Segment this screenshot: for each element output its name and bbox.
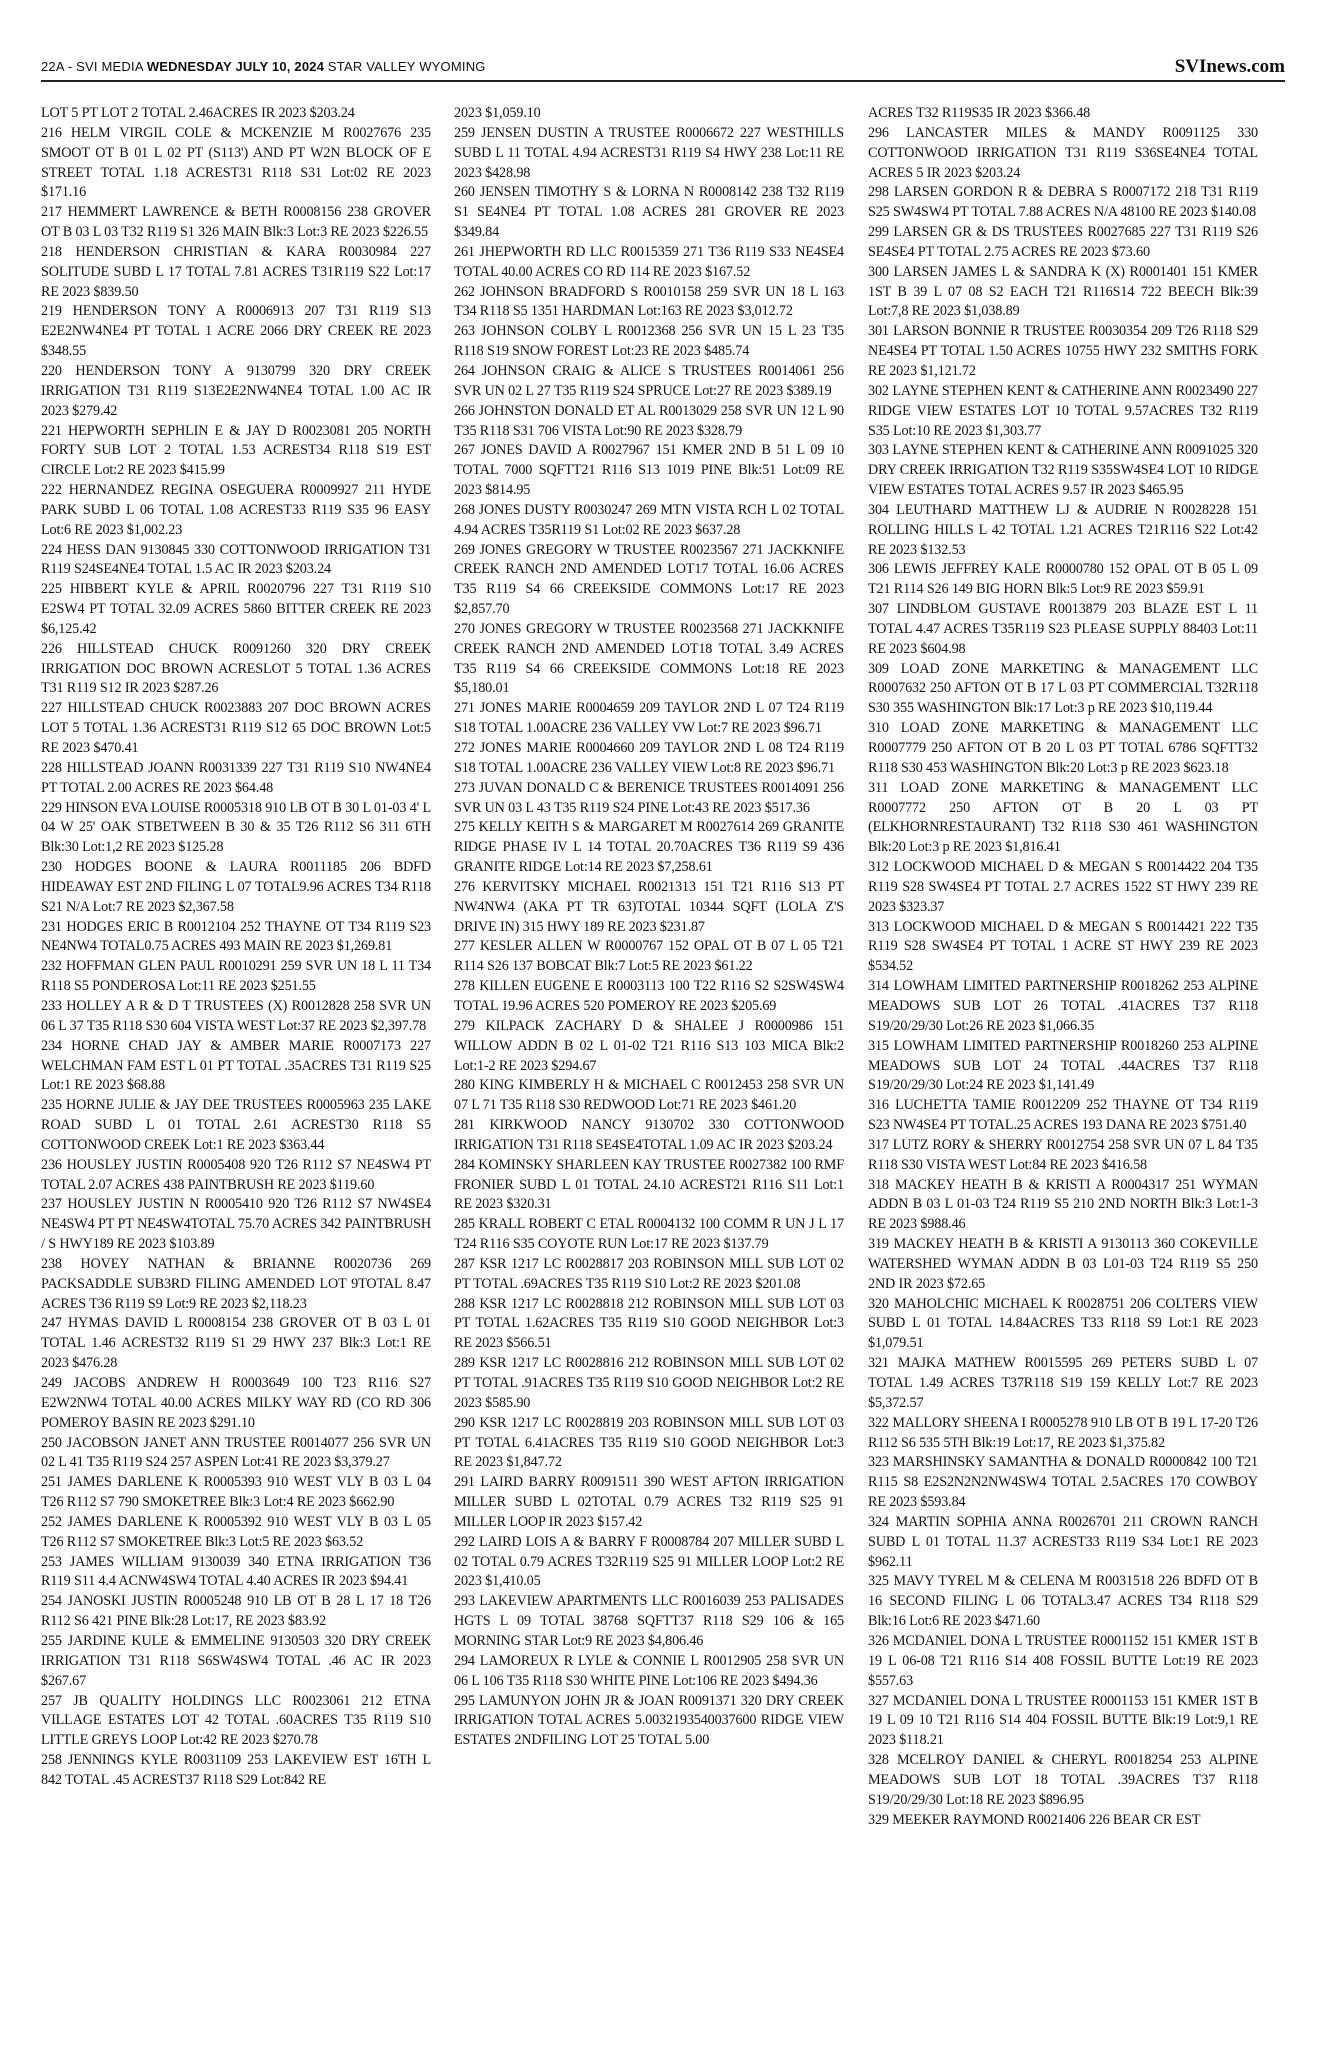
listing-entry: 233 HOLLEY A R & D T TRUSTEES (X) R0012828 258 SVR UN 06 L 37 T35 R118 S30 604 VISTA WEST Lot:37 RE 2023 $2,397.78 — [41, 997, 431, 1034]
listing-entry: 217 HEMMERT LAWRENCE & BETH R0008156 238 GROVER OT B 03 L 03 T32 R119 S1 326 MAIN Blk:3 Lot:3 RE 2023 $226.55 — [41, 204, 431, 241]
listing-entry: 225 HIBBERT KYLE & APRIL R0020796 227 T31 R119 S10 E2SW4 PT TOTAL 32.09 ACRES 5860 BITTER CREEK RE 2023 $6,125.42 — [41, 581, 431, 637]
listing-entry: 2023 $1,059.10 — [454, 105, 541, 121]
listing-entry: 288 KSR 1217 LC R0028818 212 ROBINSON MILL SUB LOT 03 PT TOTAL 1.62ACRES T35 R119 S10 GOOD NEIGHBOR Lot:3 RE 2023 $566.51 — [454, 1295, 844, 1352]
listing-entry: 222 HERNANDEZ REGINA OSEGUERA R0009927 211 HYDE PARK SUBD L 06 TOTAL 1.08 ACREST33 R119 S35 96 EASY Lot:6 RE 2023 $1,002.23 — [41, 482, 431, 538]
listing-entry: 320 MAHOLCHIC MICHAEL K R0028751 206 COLTERS VIEW SUBD L 01 TOTAL 14.84ACRES T33 R118 S9 Lot:1 RE 2023 $1,079.51 — [868, 1295, 1258, 1352]
listing-entry: 220 HENDERSON TONY A 9130799 320 DRY CREEK IRRIGATION T31 R119 S13E2E2NW4NE4 TOTAL 1.00 AC IR 2023 $279.42 — [41, 362, 431, 419]
listing-entry: 291 LAIRD BARRY R0091511 390 WEST AFTON IRRIGATION MILLER SUBD L 02TOTAL 0.79 ACRES T32 R119 S25 91 MILLER LOOP IR 2023 $157.42 — [454, 1474, 844, 1530]
listing-entry: 252 JAMES DARLENE K R0005392 910 WEST VLY B 03 L 05 T26 R112 S7 SMOKETREE Blk:3 Lot:5 RE 2023 $63.52 — [41, 1513, 431, 1550]
listing-entry: 276 KERVITSKY MICHAEL R0021313 151 T21 R116 S13 PT NW4NW4 (AKA PT TR 63)TOTAL 10344 SQFT (LOLA Z'S DRIVE IN) 315 HWY 189 RE 2023 $231.87 — [454, 878, 844, 935]
listing-entry: 327 MCDANIEL DONA L TRUSTEE R0001153 151 KMER 1ST B 19 L 09 10 T21 R116 S14 404 FOSSIL BUTTE Blk:19 Lot:9,1 RE 2023 $118.21 — [868, 1692, 1258, 1749]
listing-entry: 316 LUCHETTA TAMIE R0012209 252 THAYNE OT T34 R119 S23 NW4SE4 PT TOTAL.25 ACRES 193 DANA RE 2023 $751.40 — [868, 1097, 1258, 1134]
listing-entry: 307 LINDBLOM GUSTAVE R0013879 203 BLAZE EST L 11 TOTAL 4.47 ACRES T35R119 S23 PLEASE SUPPLY 88403 Lot:11 RE 2023 $604.98 — [868, 601, 1258, 657]
listing-entry: 273 JUVAN DONALD C & BERENICE TRUSTEES R0014091 256 SVR UN 03 L 43 T35 R119 S24 PINE Lot:43 RE 2023 $517.36 — [454, 779, 844, 816]
listing-entry: 261 JHEPWORTH RD LLC R0015359 271 T36 R119 S33 NE4SE4 TOTAL 40.00 ACRES CO RD 114 RE 2023 $167.52 — [454, 243, 844, 280]
listing-entry: 235 HORNE JULIE & JAY DEE TRUSTEES R0005963 235 LAKE ROAD SUBD L 01 TOTAL 2.61 ACREST30 R118 S5 COTTONWOOD CREEK Lot:1 RE 2023 $363.44 — [41, 1097, 431, 1153]
listing-entry: 312 LOCKWOOD MICHAEL D & MEGAN S R0014422 204 T35 R119 S28 SW4SE4 PT TOTAL 2.7 ACRES 1522 ST HWY 239 RE 2023 $323.37 — [868, 859, 1258, 915]
listing-entry: 249 JACOBS ANDREW H R0003649 100 T23 R116 S27 E2W2NW4 TOTAL 40.00 ACRES MILKY WAY RD (CO RD 306 POMEROY BASIN RE 2023 $291.10 — [41, 1375, 431, 1431]
site-name: SVInews.com — [1174, 56, 1285, 77]
listing-entry: 301 LARSON BONNIE R TRUSTEE R0030354 209 T26 R118 S29 NE4SE4 PT TOTAL 1.50 ACRES 10755 HWY 232 SMITHS FORK RE 2023 $1,121.72 — [868, 323, 1258, 379]
listing-entry: 321 MAJKA MATHEW R0015595 269 PETERS SUBD L 07 TOTAL 1.49 ACRES T37R118 S19 159 KELLY Lot:7 RE 2023 $5,372.57 — [868, 1355, 1258, 1411]
listing-entry: 313 LOCKWOOD MICHAEL D & MEGAN S R0014421 222 T35 R119 S28 SW4SE4 PT TOTAL 1 ACRE ST HWY 239 RE 2023 $534.52 — [868, 918, 1258, 975]
listing-entry: 230 HODGES BOONE & LAURA R0011185 206 BDFD HIDEAWAY EST 2ND FILING L 07 TOTAL9.96 ACRES T34 R118 S21 N/A Lot:7 RE 2023 $2,367.58 — [41, 859, 431, 915]
listing-entry: 311 LOAD ZONE MARKETING & MANAGEMENT LLC R0007772 250 AFTON OT B 20 L 03 PT (ELKHORNRESTAURANT) T32 R118 S30 461 WASHINGTON Blk:20 Lot:3 p RE 2023 $1,816.41 — [868, 779, 1258, 856]
listing-entry: 292 LAIRD LOIS A & BARRY F R0008784 207 MILLER SUBD L 02 TOTAL 0.79 ACRES T32R119 S25 91 MILLER LOOP Lot:2 RE 2023 $1,410.05 — [454, 1533, 844, 1590]
listing-entry: 287 KSR 1217 LC R0028817 203 ROBINSON MILL SUB LOT 02 PT TOTAL .69ACRES T35 R119 S10 Lot:2 RE 2023 $201.08 — [454, 1255, 844, 1292]
listing-entry: 272 JONES MARIE R0004660 209 TAYLOR 2ND L 08 T24 R119 S18 TOTAL 1.00ACRE 236 VALLEY VIEW Lot:8 RE 2023 $96.71 — [454, 740, 844, 776]
listing-entry: 270 JONES GREGORY W TRUSTEE R0023568 271 JACKKNIFE CREEK RANCH 2ND AMENDED LOT18 TOTAL 3.49 ACRES T35 R119 S4 66 CREEKSIDE COMMONS Lot:18 RE 2023 $5,180.01 — [454, 620, 844, 697]
listing-entry: LOT 5 PT LOT 2 TOTAL 2.46ACRES IR 2023 $203.24 — [41, 105, 355, 121]
listing-entry: 310 LOAD ZONE MARKETING & MANAGEMENT LLC R0007779 250 AFTON OT B 20 L 03 PT TOTAL 6786 SQFTT32 R118 S30 453 WASHINGTON Blk:20 Lot:3 p RE 2023 $623.18 — [868, 720, 1258, 776]
listing-entry: 278 KILLEN EUGENE E R0003113 100 T22 R116 S2 S2SW4SW4 TOTAL 19.96 ACRES 520 POMEROY RE 2023 $205.69 — [454, 978, 844, 1014]
listing-entry: 268 JONES DUSTY R0030247 269 MTN VISTA RCH L 02 TOTAL 4.94 ACRES T35R119 S1 Lot:02 RE 2023 $637.28 — [454, 501, 844, 538]
listing-entry: 234 HORNE CHAD JAY & AMBER MARIE R0007173 227 WELCHMAN FAM EST L 01 PT TOTAL .35ACRES T31 R119 S25 Lot:1 RE 2023 $68.88 — [41, 1037, 431, 1094]
listing-entry: ACRES T32 R119S35 IR 2023 $366.48 — [868, 105, 1091, 121]
listing-entry: 293 LAKEVIEW APARTMENTS LLC R0016039 253 PALISADES HGTS L 09 TOTAL 38768 SQFTT37 R118 S29 106 & 165 MORNING STAR Lot:9 RE 2023 $4,806.46 — [454, 1593, 844, 1649]
page-header — [41, 58, 1285, 82]
listing-entry: 221 HEPWORTH SEPHLIN E & JAY D R0023081 205 NORTH FORTY SUB LOT 2 TOTAL 1.53 ACREST34 R118 S19 EST CIRCLE Lot:2 RE 2023 $415.99 — [41, 422, 431, 479]
listing-entry: 289 KSR 1217 LC R0028816 212 ROBINSON MILL SUB LOT 02 PT TOTAL .91ACRES T35 R119 S10 GOOD NEIGHBOR Lot:2 RE 2023 $585.90 — [454, 1355, 844, 1411]
listing-entry: 296 LANCASTER MILES & MANDY R0091125 330 COTTONWOOD IRRIGATION T31 R119 S36SE4NE4 TOTAL ACRES 5 IR 2023 $203.24 — [868, 124, 1258, 181]
listing-entry: 295 LAMUNYON JOHN JR & JOAN R0091371 320 DRY CREEK IRRIGATION TOTAL ACRES 5.0032193540037600 RIDGE VIEW ESTATES 2NDFILING LOT 25 TOTAL 5.00 — [454, 1692, 844, 1749]
listing-entry: 300 LARSEN JAMES L & SANDRA K (X) R0001401 151 KMER 1ST B 39 L 07 08 S2 EACH T21 R116S14 722 BEECH Blk:39 Lot:7,8 RE 2023 $1,038.89 — [868, 263, 1258, 320]
listing-entry: 318 MACKEY HEATH B & KRISTI A R0004317 251 WYMAN ADDN B 03 L 01-03 T24 R119 S5 210 2ND NORTH Blk:3 Lot:1-3 RE 2023 $988.46 — [868, 1176, 1258, 1233]
listing-entry: 232 HOFFMAN GLEN PAUL R0010291 259 SVR UN 18 L 11 T34 R118 S5 PONDEROSA Lot:11 RE 2023 $251.55 — [41, 958, 431, 995]
listing-entry: 260 JENSEN TIMOTHY S & LORNA N R0008142 238 T32 R119 S1 SE4NE4 PT TOTAL 1.08 ACRES 281 GROVER RE 2023 $349.84 — [454, 184, 844, 241]
listing-entry: 254 JANOSKI JUSTIN R0005248 910 LB OT B 28 L 17 18 T26 R112 S6 421 PINE Blk:28 Lot:17, RE 2023 $83.92 — [41, 1593, 431, 1630]
listing-column-2 — [454, 104, 844, 2034]
listing-entry: 277 KESLER ALLEN W R0000767 152 OPAL OT B 07 L 05 T21 R114 S26 137 BOBCAT Blk:7 Lot:5 RE 2023 $61.22 — [454, 938, 844, 975]
listing-entry: 247 HYMAS DAVID L R0008154 238 GROVER OT B 03 L 01 TOTAL 1.46 ACREST32 R119 S1 29 HWY 237 Blk:3 Lot:1 RE 2023 $476.28 — [41, 1315, 431, 1372]
listing-entry: 329 MEEKER RAYMOND R0021406 226 BEAR CR EST — [868, 1811, 1201, 1828]
listing-entry: 251 JAMES DARLENE K R0005393 910 WEST VLY B 03 L 04 T26 R112 S7 790 SMOKETREE Blk:3 Lot:4 RE 2023 $662.90 — [41, 1474, 431, 1511]
listing-entry: 322 MALLORY SHEENA I R0005278 910 LB OT B 19 L 17-20 T26 R112 S6 535 5TH Blk:19 Lot:17, RE 2023 $1,375.82 — [868, 1414, 1258, 1451]
listing-entry: 224 HESS DAN 9130845 330 COTTONWOOD IRRIGATION T31 R119 S24SE4NE4 TOTAL 1.5 AC IR 2023 $203.24 — [41, 541, 431, 578]
listing-entry: 236 HOUSLEY JUSTIN R0005408 920 T26 R112 S7 NE4SW4 PT TOTAL 2.07 ACRES 438 PAINTBRUSH RE 2023 $119.60 — [41, 1156, 431, 1193]
listing-entry: 317 LUTZ RORY & SHERRY R0012754 258 SVR UN 07 L 84 T35 R118 S30 VISTA WEST Lot:84 RE 2023 $416.58 — [868, 1136, 1258, 1173]
listing-entry: 255 JARDINE KULE & EMMELINE 9130503 320 DRY CREEK IRRIGATION T31 R118 S6SW4SW4 TOTAL .46 AC IR 2023 $267.67 — [41, 1632, 431, 1689]
listing-column-3 — [868, 104, 1258, 2034]
listing-entry: 267 JONES DAVID A R0027967 151 KMER 2ND B 51 L 09 10 TOTAL 7000 SQFTT21 R116 S13 1019 PINE Blk:51 Lot:09 RE 2023 $814.95 — [454, 442, 844, 499]
listing-entry: 304 LEUTHARD MATTHEW LJ & AUDRIE N R0028228 151 ROLLING HILLS L 42 TOTAL 1.21 ACRES T21R116 S22 Lot:42 RE 2023 $132.53 — [868, 501, 1258, 558]
listing-entry: 324 MARTIN SOPHIA ANNA R0026701 211 CROWN RANCH SUBD L 01 TOTAL 11.37 ACREST33 R119 S34 Lot:1 RE 2023 $962.11 — [868, 1513, 1258, 1570]
listing-entry: 280 KING KIMBERLY H & MICHAEL C R0012453 258 SVR UN 07 L 71 T35 R118 S30 REDWOOD Lot:71 RE 2023 $461.20 — [454, 1077, 844, 1114]
listing-entry: 259 JENSEN DUSTIN A TRUSTEE R0006672 227 WESTHILLS SUBD L 11 TOTAL 4.94 ACREST31 R119 S4 HWY 238 Lot:11 RE 2023 $428.98 — [454, 124, 844, 181]
listing-entry: 325 MAVY TYREL M & CELENA M R0031518 226 BDFD OT B 16 SECOND FILING L 06 TOTAL3.47 ACRES T34 R118 S29 Blk:16 Lot:6 RE 2023 $471.60 — [868, 1573, 1258, 1630]
listing-entry: 284 KOMINSKY SHARLEEN KAY TRUSTEE R0027382 100 RMF FRONIER SUBD L 01 TOTAL 24.10 ACREST21 R116 S11 Lot:1 RE 2023 $320.31 — [454, 1156, 844, 1213]
listing-entry: 263 JOHNSON COLBY L R0012368 256 SVR UN 15 L 23 T35 R118 S19 SNOW FOREST Lot:23 RE 2023 $485.74 — [454, 323, 844, 360]
header-left — [41, 58, 486, 76]
listing-entry: 281 KIRKWOOD NANCY 9130702 330 COTTONWOOD IRRIGATION T31 R118 SE4SE4TOTAL 1.09 AC IR 2023 $203.24 — [454, 1117, 844, 1153]
listing-entry: 216 HELM VIRGIL COLE & MCKENZIE M R0027676 235 SMOOT OT B 01 L 02 PT (S113') AND PT W2N BLOCK OF E STREET TOTAL 1.18 ACREST31 R118 S31 Lot:02 RE 2023 $171.16 — [41, 124, 431, 201]
listing-entry: 219 HENDERSON TONY A R0006913 207 T31 R119 S13 E2E2NW4NE4 PT TOTAL 1 ACRE 2066 DRY CREEK RE 2023 $348.55 — [41, 303, 431, 360]
listing-entry: 227 HILLSTEAD CHUCK R0023883 207 DOC BROWN ACRES LOT 5 TOTAL 1.36 ACREST31 R119 S12 65 DOC BROWN Lot:5 RE 2023 $470.41 — [41, 700, 431, 756]
issue-date: WEDNESDAY JULY 10, 2024 — [146, 59, 325, 74]
listing-entry: 269 JONES GREGORY W TRUSTEE R0023567 271 JACKKNIFE CREEK RANCH 2ND AMENDED LOT17 TOTAL 16.06 ACRES T35 R119 S4 66 CREEKSIDE COMMONS Lot:17 RE 2023 $2,857.70 — [454, 541, 844, 618]
location: STAR VALLEY WYOMING — [324, 59, 486, 74]
listing-entry: 279 KILPACK ZACHARY D & SHALEE J R0000986 151 WILLOW ADDN B 02 L 01-02 T21 R116 S13 103 MICA Blk:2 Lot:1-2 RE 2023 $294.67 — [454, 1017, 844, 1074]
listing-entry: 298 LARSEN GORDON R & DEBRA S R0007172 218 T31 R119 S25 SW4SW4 PT TOTAL 7.88 ACRES N/A 48100 RE 2023 $140.08 — [868, 184, 1258, 221]
listing-entry: 319 MACKEY HEATH B & KRISTI A 9130113 360 COKEVILLE WATERSHED WYMAN ADDN B 03 L01-03 T24 R119 S5 250 2ND IR 2023 $72.65 — [868, 1236, 1258, 1292]
listing-entry: 264 JOHNSON CRAIG & ALICE S TRUSTEES R0014061 256 SVR UN 02 L 27 T35 R119 S24 SPRUCE Lot:27 RE 2023 $389.19 — [454, 362, 844, 399]
listing-entry: 238 HOVEY NATHAN & BRIANNE R0020736 269 PACKSADDLE SUB3RD FILING AMENDED LOT 9TOTAL 8.47 ACRES T36 R119 S9 Lot:9 RE 2023 $2,118.23 — [41, 1255, 431, 1312]
listing-entry: 228 HILLSTEAD JOANN R0031339 227 T31 R119 S10 NW4NE4 PT TOTAL 2.00 ACRES RE 2023 $64.48 — [41, 759, 431, 796]
listing-entry: 328 MCELROY DANIEL & CHERYL R0018254 253 ALPINE MEADOWS SUB LOT 18 TOTAL .39ACRES T37 R118 S19/20/29/30 Lot:18 RE 2023 $896.95 — [868, 1752, 1258, 1808]
listing-entry: 226 HILLSTEAD CHUCK R0091260 320 DRY CREEK IRRIGATION DOC BROWN ACRESLOT 5 TOTAL 1.36 ACRES T31 R119 S12 IR 2023 $287.26 — [41, 640, 431, 697]
listing-entry: 266 JOHNSTON DONALD ET AL R0013029 258 SVR UN 12 L 90 T35 R118 S31 706 VISTA Lot:90 RE 2023 $328.79 — [454, 402, 844, 439]
listing-entry: 271 JONES MARIE R0004659 209 TAYLOR 2ND L 07 T24 R119 S18 TOTAL 1.00ACRE 236 VALLEY VW Lot:7 RE 2023 $96.71 — [454, 700, 844, 737]
listing-entry: 290 KSR 1217 LC R0028819 203 ROBINSON MILL SUB LOT 03 PT TOTAL 6.41ACRES T35 R119 S10 GOOD NEIGHBOR Lot:3 RE 2023 $1,847.72 — [454, 1414, 844, 1471]
listing-entry: 306 LEWIS JEFFREY KALE R0000780 152 OPAL OT B 05 L 09 T21 R114 S26 149 BIG HORN Blk:5 Lot:9 RE 2023 $59.91 — [868, 561, 1258, 598]
listing-entry: 302 LAYNE STEPHEN KENT & CATHERINE ANN R0023490 227 RIDGE VIEW ESTATES LOT 10 TOTAL 9.57ACRES T32 R119 S35 Lot:10 RE 2023 $1,303.77 — [868, 382, 1258, 439]
listing-entry: 323 MARSHINSKY SAMANTHA & DONALD R0000842 100 T21 R115 S8 E2S2N2N2NW4SW4 TOTAL 2.5ACRES 170 COWBOY RE 2023 $593.84 — [868, 1454, 1258, 1511]
listing-entry: 253 JAMES WILLIAM 9130039 340 ETNA IRRIGATION T36 R119 S11 4.4 ACNW4SW4 TOTAL 4.40 ACRES IR 2023 $94.41 — [41, 1553, 431, 1590]
listing-entry: 258 JENNINGS KYLE R0031109 253 LAKEVIEW EST 16TH L 842 TOTAL .45 ACREST37 R118 S29 Lot:842 RE — [41, 1752, 431, 1788]
listing-entry: 309 LOAD ZONE MARKETING & MANAGEMENT LLC R0007632 250 AFTON OT B 17 L 03 PT COMMERCIAL T32R118 S30 355 WASHINGTON Blk:17 Lot:3 p RE 2023 $10,119.44 — [868, 660, 1258, 717]
listing-entry: 303 LAYNE STEPHEN KENT & CATHERINE ANN R0091025 320 DRY CREEK IRRIGATION T32 R119 S35SW4SE4 LOT 10 RIDGE VIEW ESTATES TOTAL ACRES 9.57 IR 2023 $465.95 — [868, 442, 1258, 499]
listing-entry: 229 HINSON EVA LOUISE R0005318 910 LB OT B 30 L 01-03 4' L 04 W 25' OAK STBETWEEN B 30 & 35 T26 R112 S6 311 6TH Blk:30 Lot:1,2 RE 2023 $125.28 — [41, 799, 431, 856]
page-label: 22A - SVI MEDIA — [41, 59, 147, 74]
listing-entry: 250 JACOBSON JANET ANN TRUSTEE R0014077 256 SVR UN 02 L 41 T35 R119 S24 257 ASPEN Lot:41 RE 2023 $3,379.27 — [41, 1434, 431, 1471]
listing-entry: 231 HODGES ERIC B R0012104 252 THAYNE OT T34 R119 S23 NE4NW4 TOTAL0.75 ACRES 493 MAIN RE 2023 $1,269.81 — [41, 918, 431, 955]
listing-entry: 257 JB QUALITY HOLDINGS LLC R0023061 212 ETNA VILLAGE ESTATES LOT 42 TOTAL .60ACRES T35 R119 S10 LITTLE GREYS LOOP Lot:42 RE 2023 $270.78 — [41, 1692, 431, 1749]
listing-entry: 262 JOHNSON BRADFORD S R0010158 259 SVR UN 18 L 163 T34 R118 S5 1351 HARDMAN Lot:163 RE 2023 $3,012.72 — [454, 283, 844, 320]
listing-entry: 218 HENDERSON CHRISTIAN & KARA R0030984 227 SOLITUDE SUBD L 17 TOTAL 7.81 ACRES T31R119 S22 Lot:17 RE 2023 $839.50 — [41, 243, 431, 300]
listing-entry: 299 LARSEN GR & DS TRUSTEES R0027685 227 T31 R119 S26 SE4SE4 PT TOTAL 2.75 ACRES RE 2023 $73.60 — [868, 224, 1258, 260]
listing-entry: 237 HOUSLEY JUSTIN N R0005410 920 T26 R112 S7 NW4SE4 NE4SW4 PT PT NE4SW4TOTAL 75.70 ACRES 342 PAINTBRUSH / S HWY189 RE 2023 $103.89 — [41, 1196, 431, 1253]
listing-entry: 294 LAMOREUX R LYLE & CONNIE L R0012905 258 SVR UN 06 L 106 T35 R118 S30 WHITE PINE Lot:106 RE 2023 $494.36 — [454, 1652, 844, 1689]
listing-entry: 314 LOWHAM LIMITED PARTNERSHIP R0018262 253 ALPINE MEADOWS SUB LOT 26 TOTAL .41ACRES T37 R118 S19/20/29/30 Lot:26 RE 2023 $1,066.35 — [868, 978, 1258, 1034]
listing-entry: 285 KRALL ROBERT C ETAL R0004132 100 COMM R UN J L 17 T24 R116 S35 COYOTE RUN Lot:17 RE 2023 $137.79 — [454, 1216, 844, 1253]
listing-entry: 275 KELLY KEITH S & MARGARET M R0027614 269 GRANITE RIDGE PHASE IV L 14 TOTAL 20.70ACRES T36 R119 S9 436 GRANITE RIDGE Lot:14 RE 2023 $7,258.61 — [454, 819, 844, 876]
listing-entry: 315 LOWHAM LIMITED PARTNERSHIP R0018260 253 ALPINE MEADOWS SUB LOT 24 TOTAL .44ACRES T37 R118 S19/20/29/30 Lot:24 RE 2023 $1,141.49 — [868, 1037, 1258, 1094]
listing-column-1 — [41, 104, 431, 2034]
listing-entry: 326 MCDANIEL DONA L TRUSTEE R0001152 151 KMER 1ST B 19 L 06-08 T21 R116 S14 408 FOSSIL BUTTE Lot:19 RE 2023 $557.63 — [868, 1632, 1258, 1689]
